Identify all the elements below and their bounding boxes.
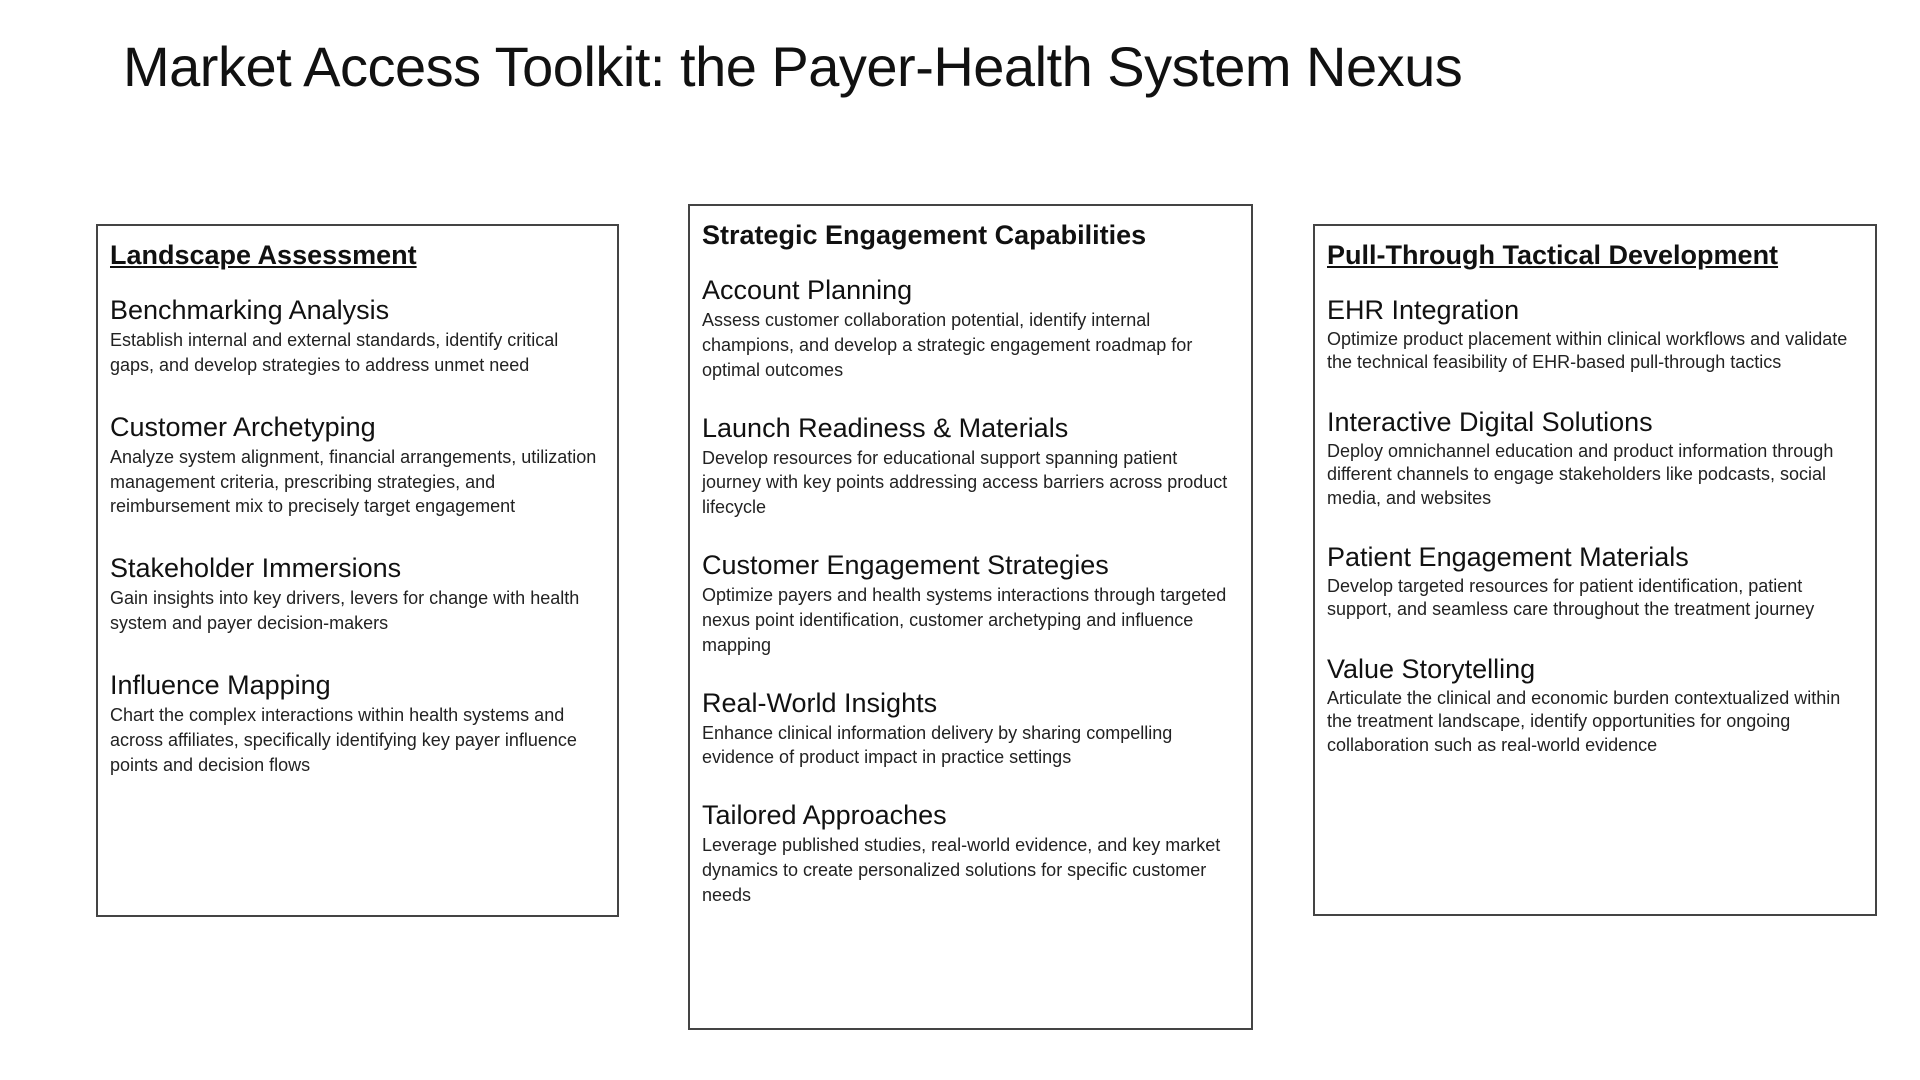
item-title: Stakeholder Immersions [110, 553, 402, 584]
item-ehr-integration [1327, 295, 1863, 375]
item-patient-engagement-materials [1327, 542, 1863, 622]
item-title: Value Storytelling [1327, 653, 1536, 684]
item-description: Deploy omnichannel education and product information through different channels to engage stakeholders like podcasts, social media, and websites [1327, 440, 1834, 508]
column-strategic-engagement-capabilities [688, 204, 1253, 1030]
item-title: EHR Integration [1327, 295, 1520, 325]
item-account-planning [702, 275, 1239, 383]
page-title: Market Access Toolkit: the Payer-Health System Nexus [123, 35, 1463, 98]
item-description: Optimize product placement within clinical workflows and validate the technical feasibility of EHR-based pull-through tactics [1327, 329, 1848, 373]
item-tailored-approaches [702, 800, 1239, 908]
item-description: Develop resources for educational support spanning patient journey with key points addressing access barriers across product lifecycle [702, 447, 1228, 518]
item-launch-readiness-materials [702, 413, 1239, 521]
item-customer-archetyping [110, 412, 605, 520]
item-influence-mapping [110, 670, 605, 778]
item-interactive-digital-solutions [1327, 407, 1863, 510]
item-description: Enhance clinical information delivery by sharing compelling evidence of product impact in practice settings [702, 722, 1173, 768]
item-description: Chart the complex interactions within health systems and across affiliates, specifically identifying key payer influence points and decision flows [110, 704, 577, 775]
item-description: Establish internal and external standards, identify critical gaps, and develop strategies to address unmet need [110, 330, 559, 375]
column-heading: Landscape Assessment [110, 240, 417, 270]
item-customer-engagement-strategies [702, 550, 1239, 658]
column-heading: Pull-Through Tactical Development [1327, 240, 1779, 270]
item-title: Benchmarking Analysis [110, 295, 390, 325]
column-heading: Strategic Engagement Capabilities [702, 220, 1147, 250]
column-pull-through-tactical-development [1313, 224, 1877, 916]
item-title: Tailored Approaches [702, 800, 947, 831]
item-description: Gain insights into key drivers, levers for change with health system and payer decision-makers [110, 588, 580, 634]
item-description: Analyze system alignment, financial arrangements, utilization management criteria, prescribing strategies, and reimbursement mix to precisely target engagement [110, 446, 597, 517]
item-title: Real-World Insights [702, 687, 938, 718]
item-title: Customer Archetyping [110, 411, 376, 442]
item-description: Leverage published studies, real-world evidence, and key market dynamics to create personalized solutions for specific customer needs [702, 835, 1221, 905]
item-title: Launch Readiness & Materials [702, 412, 1069, 443]
item-title: Influence Mapping [110, 669, 331, 700]
item-title: Patient Engagement Materials [1327, 542, 1689, 573]
item-benchmarking-analysis [110, 295, 605, 378]
item-description: Assess customer collaboration potential, identify internal champions, and develop a strategic engagement roadmap for optimal outcomes [702, 310, 1193, 380]
item-title: Account Planning [702, 275, 913, 305]
item-real-world-insights [702, 688, 1239, 771]
item-value-storytelling [1327, 654, 1863, 757]
item-description: Optimize payers and health systems interactions through targeted nexus point identification, customer archetyping and influence mapping [702, 585, 1227, 655]
item-stakeholder-immersions [110, 553, 605, 636]
item-description: Articulate the clinical and economic burden contextualized within the treatment landscape, identify opportunities for ongoing collaboration such as real-world evidence [1327, 687, 1841, 755]
item-description: Develop targeted resources for patient identification, patient support, and seamless care throughout the treatment journey [1327, 576, 1815, 620]
column-landscape-assessment [96, 224, 619, 917]
item-title: Interactive Digital Solutions [1327, 406, 1653, 437]
item-title: Customer Engagement Strategies [702, 550, 1109, 581]
